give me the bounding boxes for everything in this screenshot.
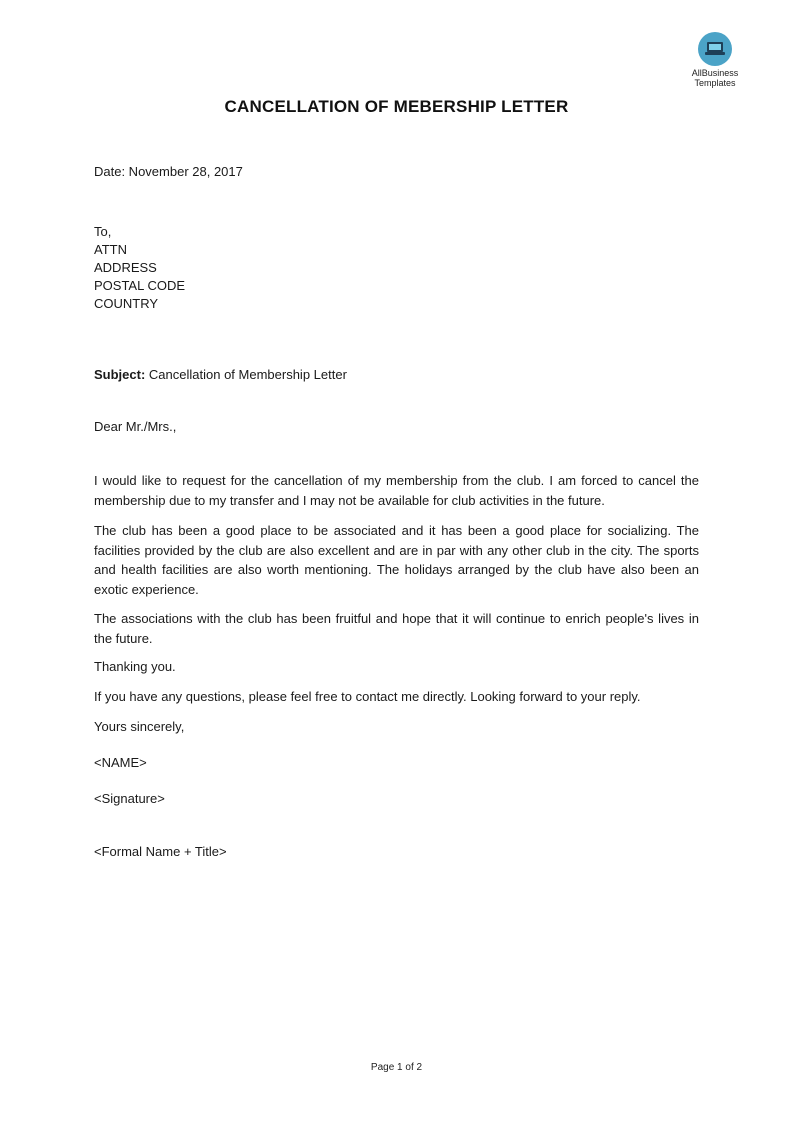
page-number: Page 1 of 2 [370,1062,423,1073]
formal-name-placeholder: <Formal Name + Title> [94,844,227,859]
laptop-icon [698,32,732,66]
letter-title: CANCELLATION OF MEBERSHIP LETTER [224,97,569,116]
subject-text: Cancellation of Membership Letter [145,367,347,382]
name-placeholder: <NAME> [94,755,147,770]
recipient-to: To, [94,224,112,239]
recipient-address [94,223,185,313]
thanks-line: Thanking you. [94,659,176,674]
recipient-country: COUNTRY [94,296,159,311]
recipient-attn: ATTN [94,242,127,257]
closing-line: Yours sincerely, [94,719,185,734]
allbusiness-logo [684,32,746,88]
salutation: Dear Mr./Mrs., [94,419,177,434]
logo-line-2: Templates [694,78,736,88]
paragraph-associations: The associations with the club has been fruitful and hope that it will continue to enrich people's lives in the future. [94,611,699,646]
paragraph-request: I would like to request for the cancellation of my membership from the club. I am forced to cancel the membership due to my transfer and I may not be available for club activities in the future. [94,473,699,508]
questions-line: If you have any questions, please feel free to contact me directly. Looking forward to your reply. [94,689,641,704]
subject-line [94,366,347,384]
recipient-address-line: ADDRESS [94,260,157,275]
paragraph-club-praise: The club has been a good place to be associated and it has been a good place for socializing. The facilities provided by the club are also excellent and are in par with any other club in the city. The sports and health facilities are also worth mentioning. The holidays arranged by the club have also been an exotic experience. [94,523,699,597]
signature-placeholder: <Signature> [94,791,165,806]
subject-label: Subject: [94,367,146,382]
date-line: Date: November 28, 2017 [94,164,243,179]
logo-line-1: AllBusiness [691,68,739,78]
recipient-postal-code: POSTAL CODE [94,278,186,293]
logo-text [684,68,746,88]
